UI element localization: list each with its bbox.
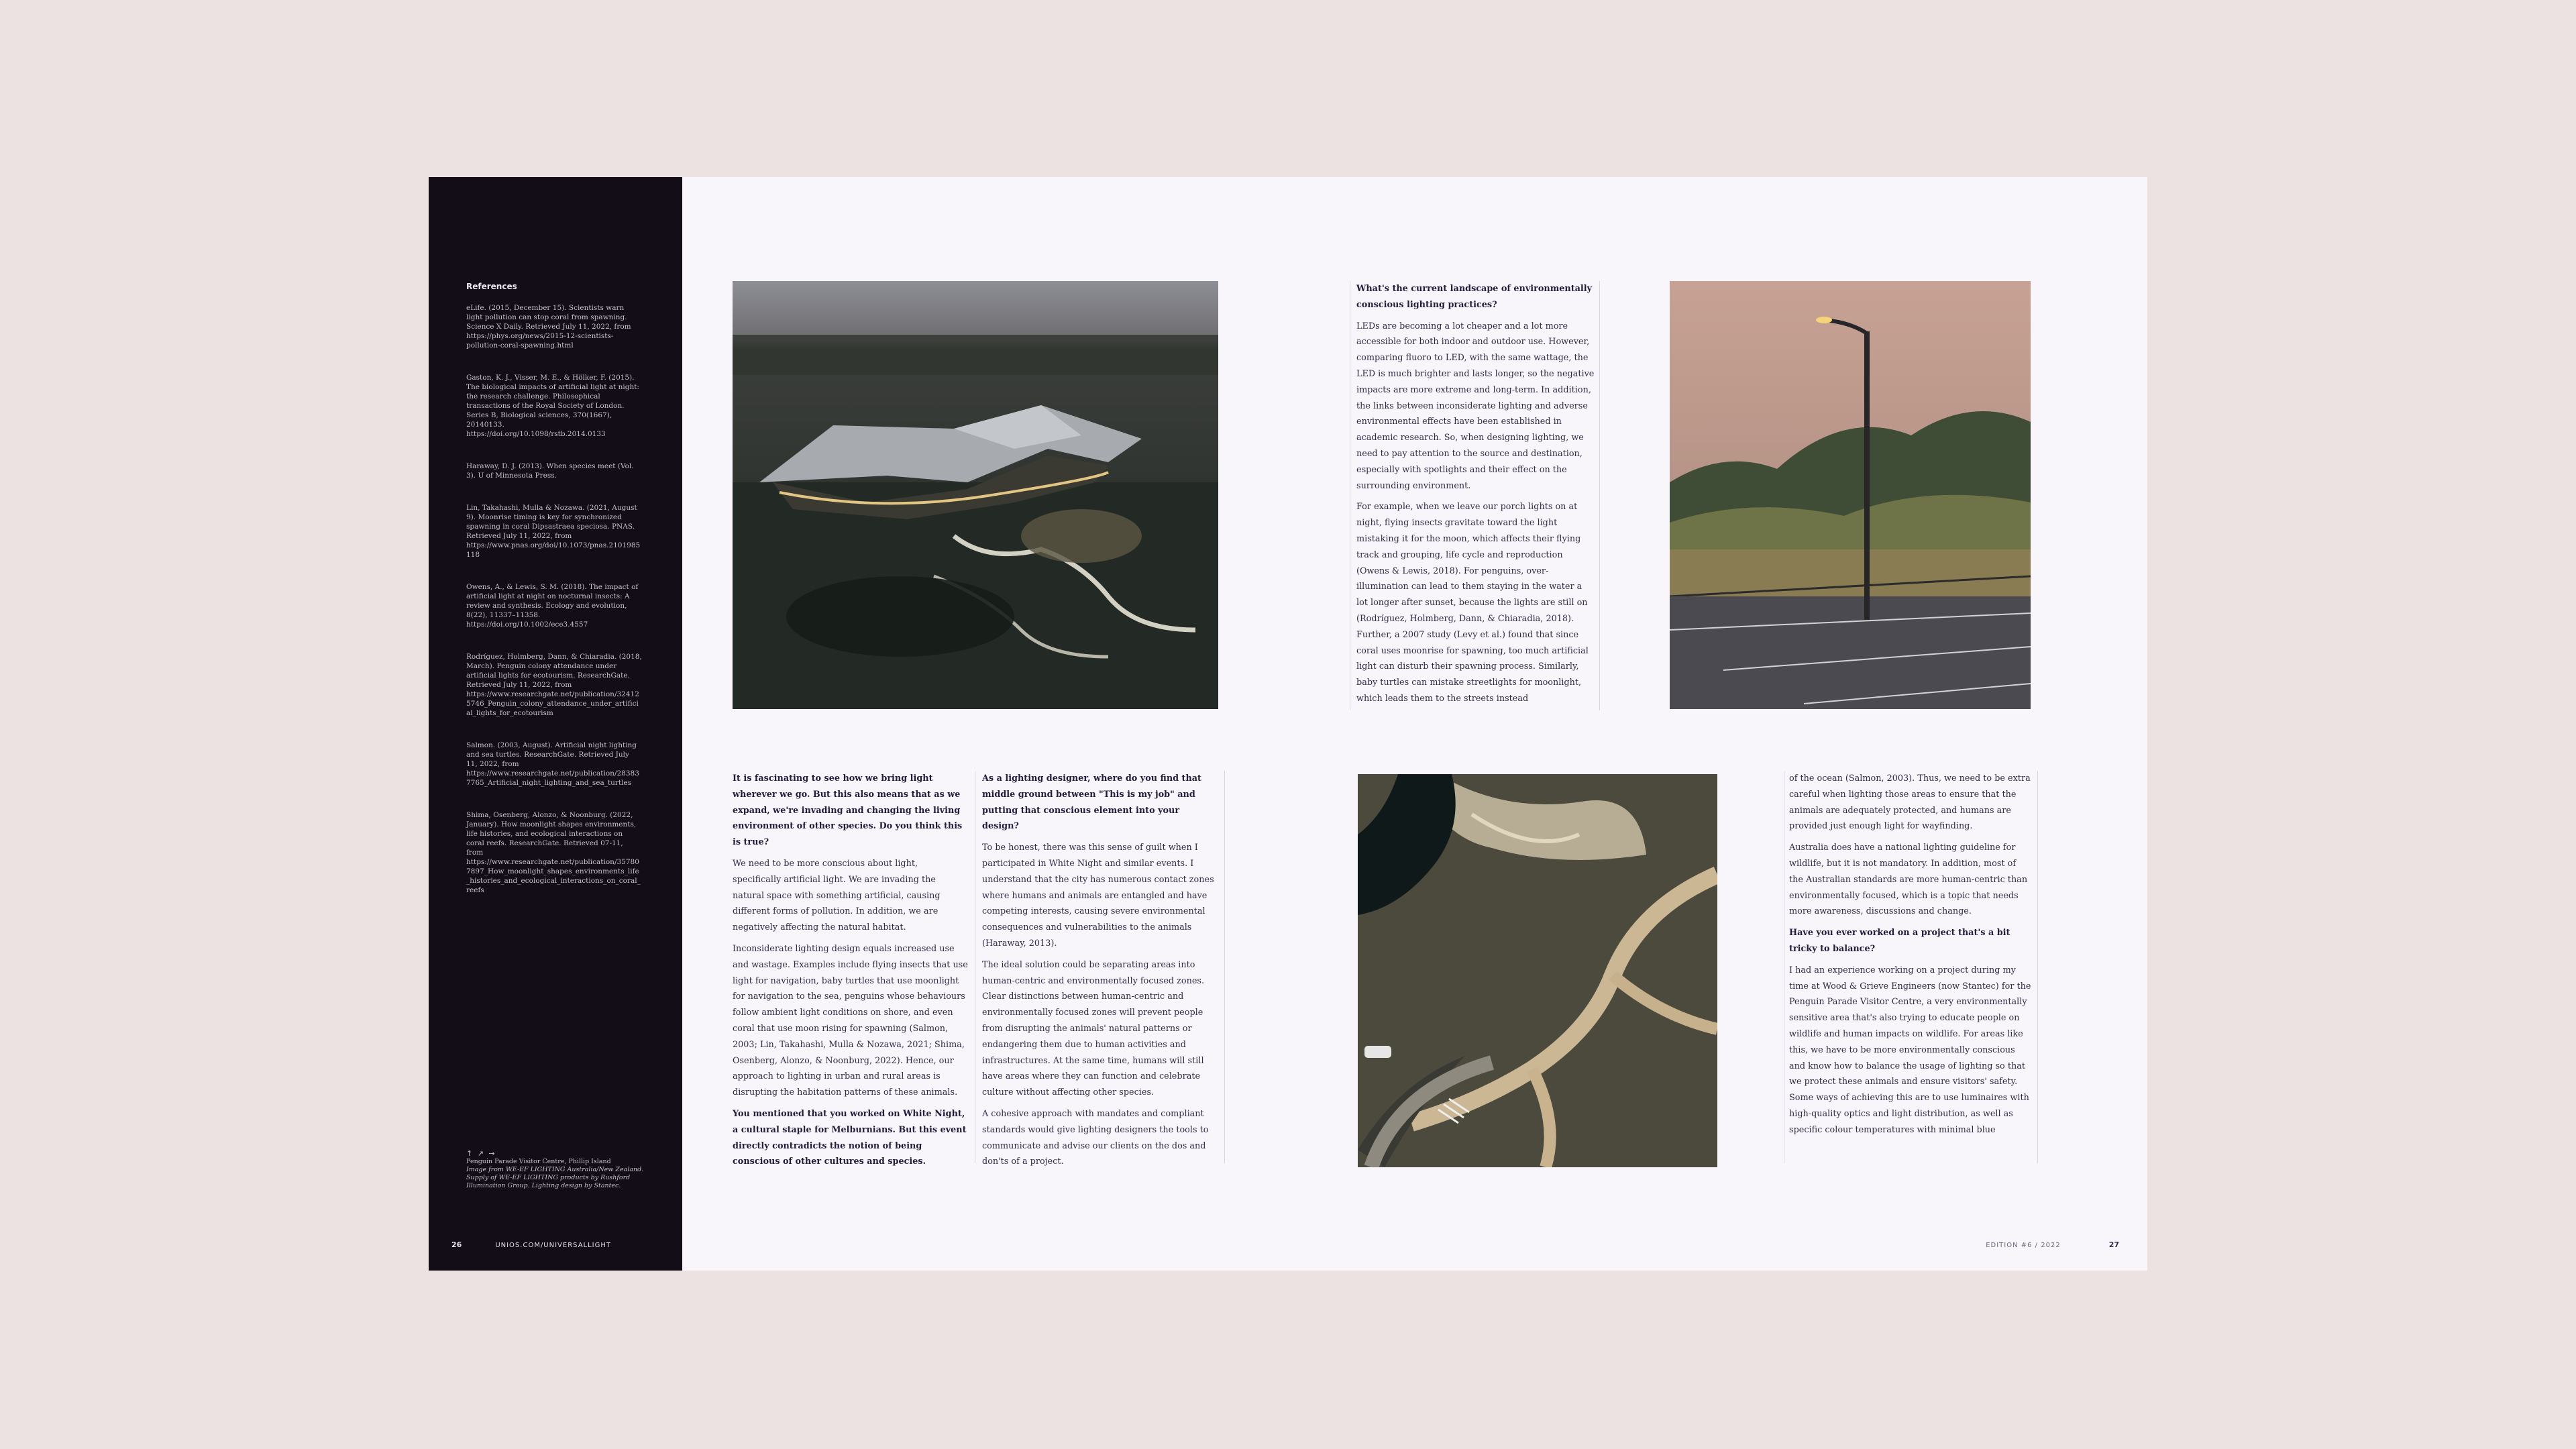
reference-item: Gaston, K. J., Visser, M. E., & Hölker, F. (2015). The biological impacts of artificial light at night: the research challenge. Philosophical transactions of the Royal Society of London. Series B, Biological sciences, 370(1667), 20140133. https://doi.org/10.1098/rstb.2014.0133 — [466, 374, 639, 438]
paragraph: To be honest, there was this sense of guilt when I participated in White Night and similar events. I understand that the city has numerous contact zones where humans and animals are entangled and have competing interests, causing severe environmental consequences and vulnerabilities to the animals (Haraway, 2013). — [982, 843, 1214, 949]
column-divider — [2037, 771, 2038, 1163]
photo-streetlight-dusk — [1670, 281, 2031, 709]
column-divider — [1599, 281, 1600, 710]
reference-item: eLife. (2015, December 15). Scientists warn light pollution can stop coral from spawning. Science X Daily. Retrieved July 11, 2022, from https://phys.org/news/2015-12-scientists-pollution-coral-spawning.html — [466, 304, 631, 350]
question-heading: As a lighting designer, where do you find that middle ground between "This is my job" and putting that conscious element into your design? — [982, 773, 1201, 832]
references-sidebar — [429, 177, 682, 1271]
paragraph: A cohesive approach with mandates and compliant standards would give lighting designers the tools to communicate and advise our clients on the dos and don'ts of a project. — [982, 1108, 1209, 1167]
reference-item: Haraway, D. J. (2013). When species meet (Vol. 3). U of Minnesota Press. — [466, 462, 634, 480]
page-number-right: 27 — [2108, 1240, 2119, 1249]
question-heading: It is fascinating to see how we bring light wherever we go. But this also means that as we expand, we're invading and changing the living environment of other species. Do you think this is true? — [733, 773, 963, 848]
paragraph: Australia does have a national lighting guideline for wildlife, but it is not mandatory. In addition, most of the Australian standards are more human-centric than environmentally focused, which is a topic that needs more awareness, discussions and change. — [1789, 843, 2028, 917]
footer-url: UNIOS.COM/UNIVERSALLIGHT — [495, 1242, 612, 1249]
question-heading: Have you ever worked on a project that's a bit tricky to balance? — [1789, 928, 2010, 954]
column-balance — [1789, 771, 2032, 1144]
reference-item: Lin, Takahashi, Mulla & Nozawa. (2021, August 9). Moonrise timing is key for synchronized spawning in coral Dipsastraea speciosa. PNAS. Retrieved July 11, 2022, from https://www.pnas.org/doi/10.1073/pnas.2101985118 — [466, 504, 641, 559]
reference-item: Shima, Osenberg, Alonzo, & Noonburg. (2022, January). How moonlight shapes environments, life histories, and ecological interactions on coral reefs. ResearchGate. Retrieved 07-11, from https://www.researchgate.net/publication/357807897_How_moonlight_shapes_environments_life_histories_and_ecological_interactions_on_coral_reefs — [466, 811, 641, 894]
photo-aerial-paths — [1358, 774, 1717, 1167]
left-footer — [451, 1240, 611, 1249]
paragraph: LEDs are becoming a lot cheaper and a lot more accessible for both indoor and outdoor use. However, comparing fluoro to LED, with the same wattage, the LED is much brighter and lasts longer, so the negative impacts are more extreme and long-term. In addition, the links between inconsiderate lighting and adverse environmental effects have been established in academic research. So, when designing lighting, we need to pay attention to the source and destination, especially with spotlights and their effect on the surrounding environment. — [1356, 321, 1595, 491]
caption-title: Penguin Parade Visitor Centre, Phillip Island — [466, 1158, 611, 1165]
photo-caption — [466, 1150, 654, 1190]
paragraph: of the ocean (Salmon, 2003). Thus, we need to be extra careful when lighting those areas to ensure that the animals are adequately protected, and humans are provided just enough light for wayfinding. — [1789, 773, 2031, 832]
paragraph: We need to be more conscious about light, specifically artificial light. We are invading the natural space with something artificial, causing different forms of pollution. In addition, we are negatively affecting the natural habitat. — [733, 858, 941, 933]
paragraph: I had an experience working on a project during my time at Wood & Grieve Engineers (now Stantec) for the Penguin Parade Visitor Centre, a very environmentally sensitive area that's also trying to educate people on wildlife and human impacts on wildlife. For areas like this, we have to be more environmentally conscious and know how to balance the usage of lighting so that we protect these animals and ensure visitors' safety. Some ways of achieving this are to use luminaires with high-quality optics and light distribution, as well as specific colour temperatures with minimal blue — [1789, 965, 2031, 1135]
question-heading: What's the current landscape of environmentally conscious lighting practices? — [1356, 284, 1593, 310]
page-number-left: 26 — [451, 1240, 462, 1249]
reference-item: Salmon. (2003, August). Artificial night lighting and sea turtles. ResearchGate. Retrieved July 11, 2022, from https://www.researchgate.net/publication/283837765_Artificial_night_lighting_and_sea_turtles — [466, 741, 639, 787]
column-divider — [1224, 771, 1225, 1163]
column-middle-ground — [982, 771, 1218, 1175]
question-heading: You mentioned that you worked on White Night, a cultural staple for Melburnians. But this event directly contradicts the notion of being conscious of other cultures and species. — [733, 1108, 967, 1167]
paragraph: Inconsiderate lighting design equals increased use and wastage. Examples include flying insects that use light for navigation, baby turtles that use moonlight for navigation to the sea, penguins whose behaviours follow ambient light conditions on shore, and even coral that use moon rising for spawning (Salmon, 2003; Lin, Takahashi, Mulla & Nozawa, 2021; Shima, Osenberg, Alonzo, & Noonburg, 2022). Hence, our approach to lighting in urban and rural areas is disrupting the habitation patterns of these animals. — [733, 943, 968, 1098]
paragraph: For example, when we leave our porch lights on at night, flying insects gravitate toward the light mistaking it for the moon, which affects their flying track and grouping, life cycle and reproduction (Owens & Lewis, 2018). For penguins, over-illumination can lead to them staying in the water a lot longer after sunset, because the lights are still on (Rodríguez, Holmberg, Dann, & Chiaradia, 2018). Further, a 2007 study (Levy et al.) found that since coral uses moonrise for spawning, too much artificial light can disturb their spawning process. Similarly, baby turtles can mistake streetlights for moonlight, which leads them to the streets instead — [1356, 502, 1589, 704]
column-landscape — [1356, 281, 1595, 712]
paragraph: The ideal solution could be separating areas into human-centric and environmentally focused zones. Clear distinctions between human-centric and environmentally focused zones will prevent people from disrupting the animals' natural patterns or endangering them due to human activities and infrastructures. At the same time, humans will still have areas where they can function and celebrate culture without affecting other species. — [982, 959, 1205, 1098]
article-body — [682, 177, 2147, 1271]
edition-label: EDITION #6 / 2022 — [1986, 1242, 2061, 1249]
references-heading: References — [466, 282, 517, 291]
reference-item: Rodríguez, Holmberg, Dann, & Chiaradia. (2018, March). Penguin colony attendance under artificial lights for ecotourism. ResearchGate. Retrieved July 11, 2022, from https://www.researchgate.net/publication/324125746_Penguin_colony_attendance_under_artificial_lights_for_ecotourism — [466, 653, 642, 717]
magazine-spread — [429, 177, 2147, 1271]
right-footer — [1986, 1240, 2119, 1249]
caption-credit: Image from WE-EF LIGHTING Australia/New Zealand. Supply of WE-EF LIGHTING products by Rushford Illumination Group. Lighting design by Stantec. — [466, 1166, 644, 1189]
direction-arrows-icon: ↑ ↗ → — [466, 1149, 496, 1158]
reference-item: Owens, A., & Lewis, S. M. (2018). The impact of artificial light at night on nocturnal insects: A review and synthesis. Ecology and evolution, 8(22), 11337–11358. https://doi.org/10.1002/ece3.4557 — [466, 583, 639, 629]
column-invading — [733, 771, 969, 1175]
photo-aerial-visitor-centre — [733, 281, 1218, 709]
